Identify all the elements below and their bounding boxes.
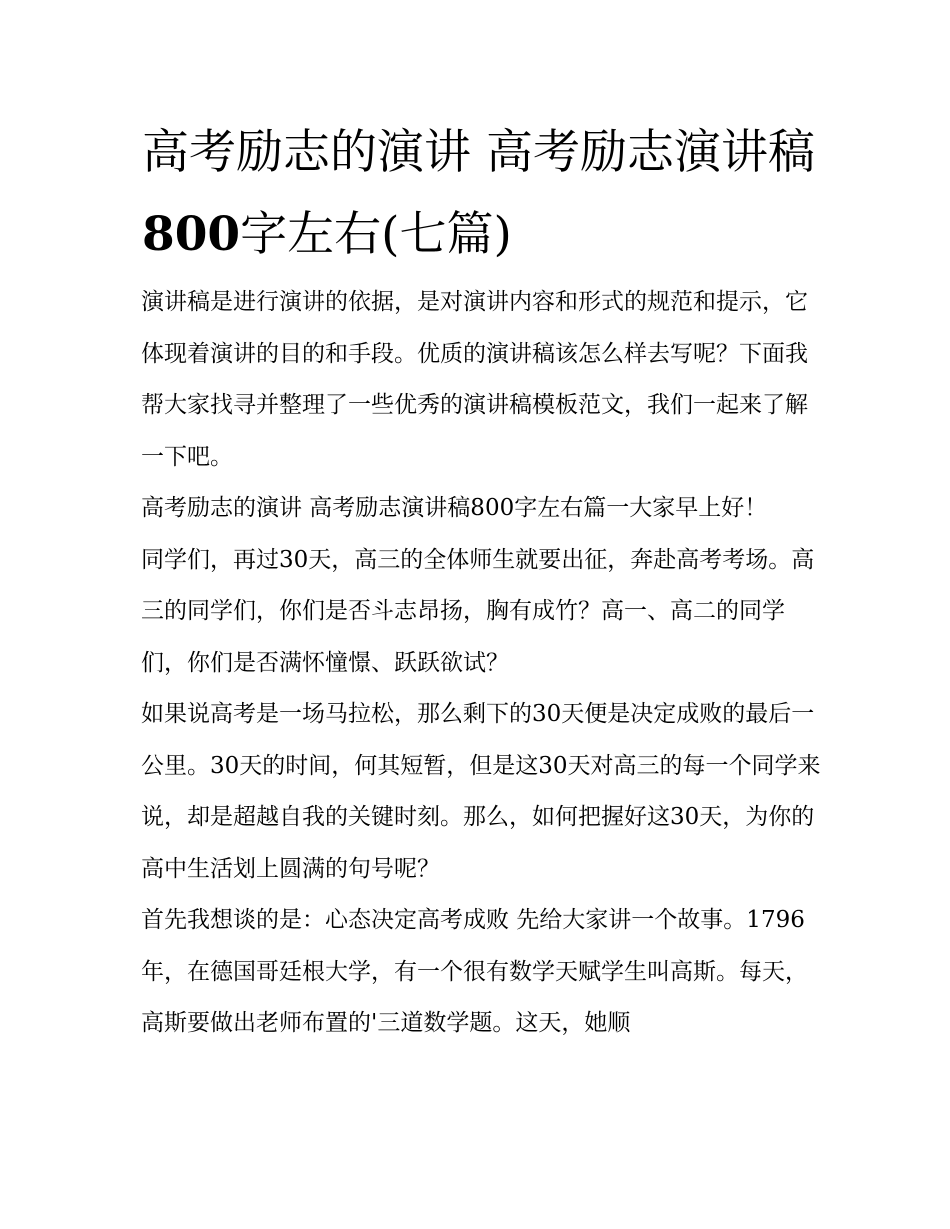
paragraph-section-heading: 高考励志的演讲 高考励志演讲稿800字左右篇一大家早上好！: [141, 495, 768, 521]
paragraph-intro: 演讲稿是进行演讲的依据，是对演讲内容和形式的规范和提示，它体现着演讲的目的和手段。优质的演讲稿该怎么样去写呢？下面我帮大家找寻并整理了一些优秀的演讲稿模板范文，我们一起来了解一下吧。: [141, 289, 808, 470]
paragraph-marathon: 如果说高考是一场马拉松，那么剩下的30天便是决定成败的最后一公里。30天的时间，何其短暂，但是这30天对高三的每一个同学来说，却是超越自我的关键时刻。那么，如何把握好这30天，为你的高中生活划上圆满的句号呢？: [141, 701, 821, 882]
document-body: [141, 277, 821, 1050]
paragraph-mindset: 首先我想谈的是：心态决定高考成败 先给大家讲一个故事。1796年，在德国哥廷根大学，有一个很有数学天赋学生叫高斯。每天，高斯要做出老师布置的'三道数学题。这天，她顺: [141, 907, 808, 1036]
document-title: 高考励志的演讲 高考励志演讲稿800字左右(七篇): [142, 125, 815, 262]
paragraph-countdown: 同学们，再过30天，高三的全体师生就要出征，奔赴高考考场。高三的同学们，你们是否斗志昂扬，胸有成竹？高一、高二的同学们，你们是否满怀憧憬、跃跃欲试？: [141, 546, 815, 676]
